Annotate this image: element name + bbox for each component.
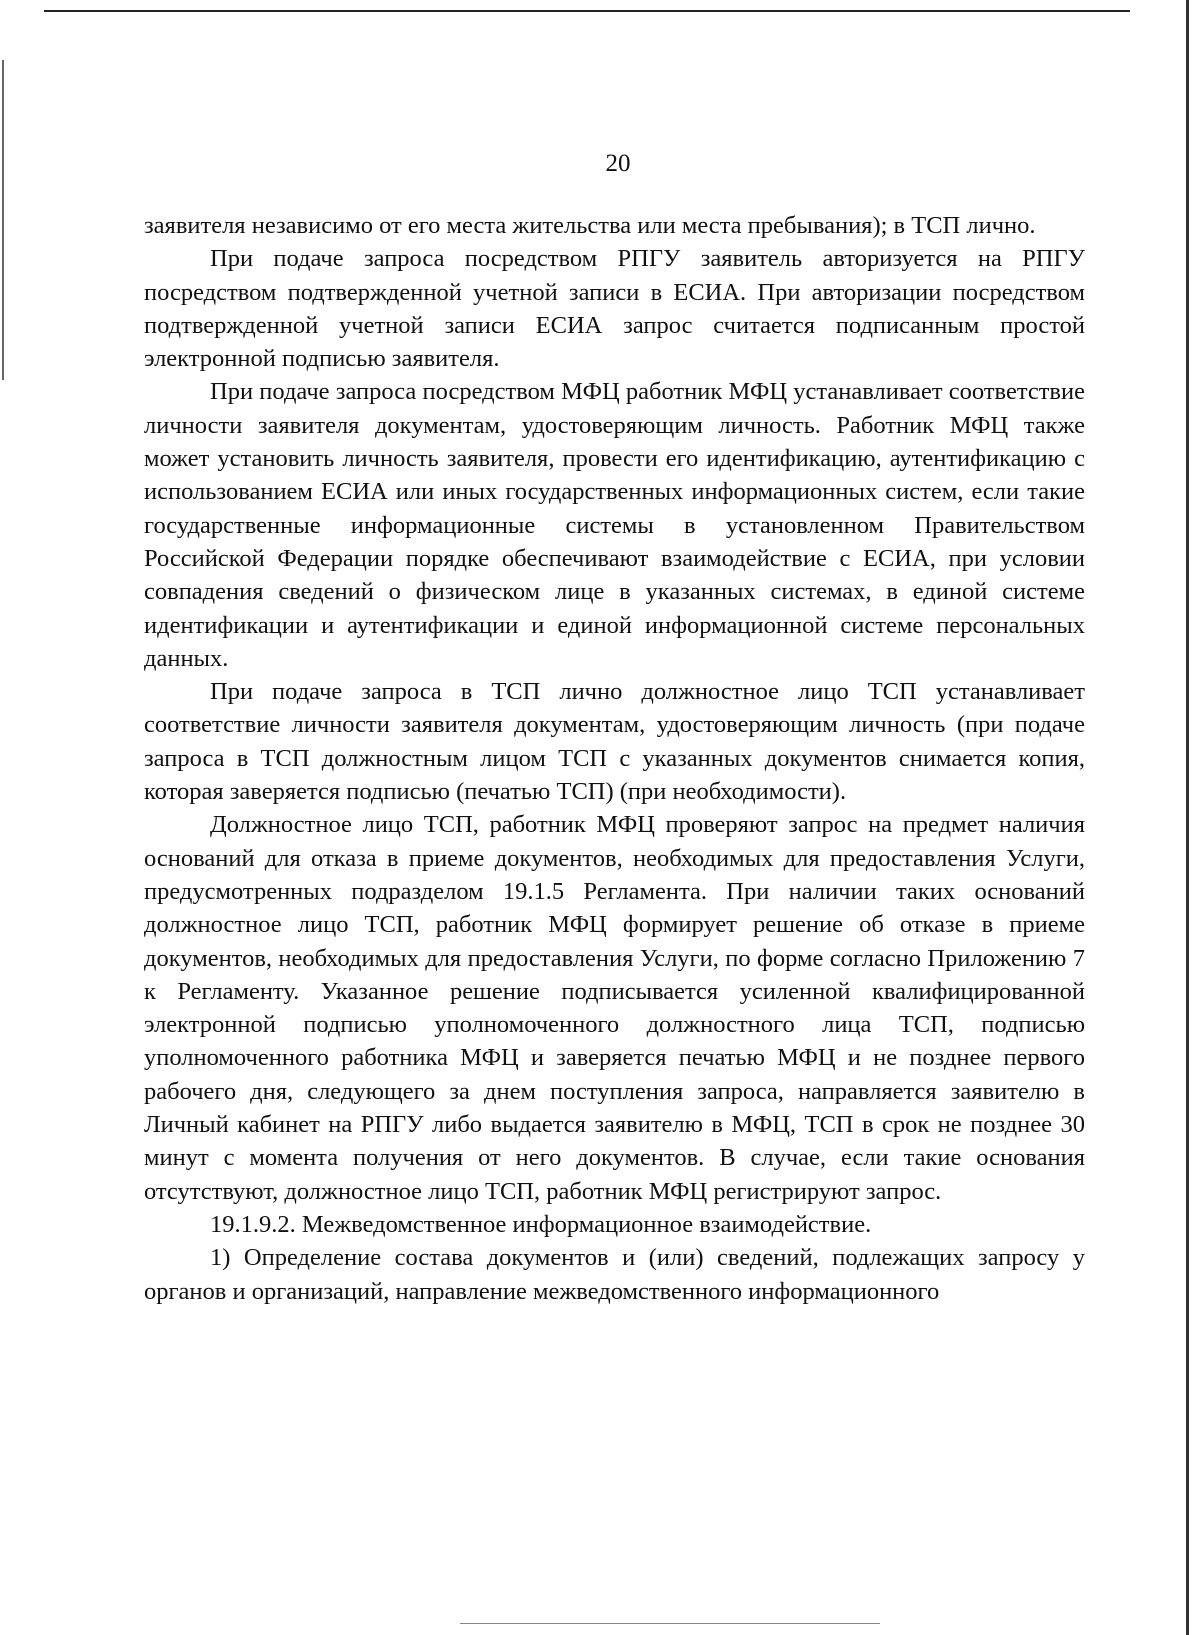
document-body	[144, 209, 1085, 1308]
paragraph: 1) Определение состава документов и (или) сведений, подлежащих запросу у органов и организаций, направление межведомственного информационного	[144, 1244, 1085, 1305]
paragraph: При подаче запроса в ТСП лично должностное лицо ТСП устанавливает соответствие личности заявителя документам, удостоверяющим личность (при подаче запроса в ТСП должностным лицом ТСП с указанных документов снимается копия, которая заверяется подписью (печатью ТСП) (при необходимости).	[144, 678, 1085, 806]
paragraph: Должностное лицо ТСП, работник МФЦ проверяют запрос на предмет наличия оснований для отказа в приеме документов, необходимых для предоставления Услуги, предусмотренных подразделом 19.1.5 Регламента. При наличии таких оснований должностное лицо ТСП, работник МФЦ формирует решение об отказе в приеме документов, необходимых для предоставления Услуги, по форме согласно Приложению 7 к Регламенту. Указанное решение подписывается усиленной квалифицированной электронной подписью уполномоченного должностного лица ТСП, подписью уполномоченного работника МФЦ и заверяется печатью МФЦ и не позднее первого рабочего дня, следующего за днем поступления запроса, направляется заявителю в Личный кабинет на РПГУ либо выдается заявителю в МФЦ, ТСП в срок не позднее 30 минут с момента получения от него документов. В случае, если такие основания отсутствуют, должностное лицо ТСП, работник МФЦ регистрируют запрос.	[144, 811, 1085, 1205]
scan-edge-left	[2, 60, 4, 380]
section-heading: 19.1.9.2. Межведомственное информационное взаимодействие.	[210, 1210, 872, 1238]
scan-edge-top	[44, 10, 1130, 12]
paragraph: заявителя независимо от его места жительства или места пребывания); в ТСП лично.	[144, 212, 1036, 239]
scan-edge-bottom	[460, 1623, 880, 1624]
page-number: 20	[605, 150, 631, 177]
paragraph: При подаче запроса посредством РПГУ заявитель авторизуется на РПГУ посредством подтвержденной учетной записи в ЕСИА. При авторизации посредством подтвержденной учетной записи ЕСИА запрос считается подписанным простой электронной подписью заявителя.	[144, 245, 1085, 373]
paragraph: При подаче запроса посредством МФЦ работник МФЦ устанавливает соответствие личности заявителя документам, удостоверяющим личность. Работник МФЦ также может установить личность заявителя, провести его идентификацию, аутентификацию с использованием ЕСИА или иных государственных информационных систем, если такие государственные информационные системы в установленном Правительством Российской Федерации порядке обеспечивают взаимодействие с ЕСИА, при условии совпадения сведений о физическом лице в указанных системах, в единой системе идентификации и аутентификации и единой информационной системе персональных данных.	[144, 378, 1085, 672]
scan-edge-right	[1186, 0, 1189, 1635]
